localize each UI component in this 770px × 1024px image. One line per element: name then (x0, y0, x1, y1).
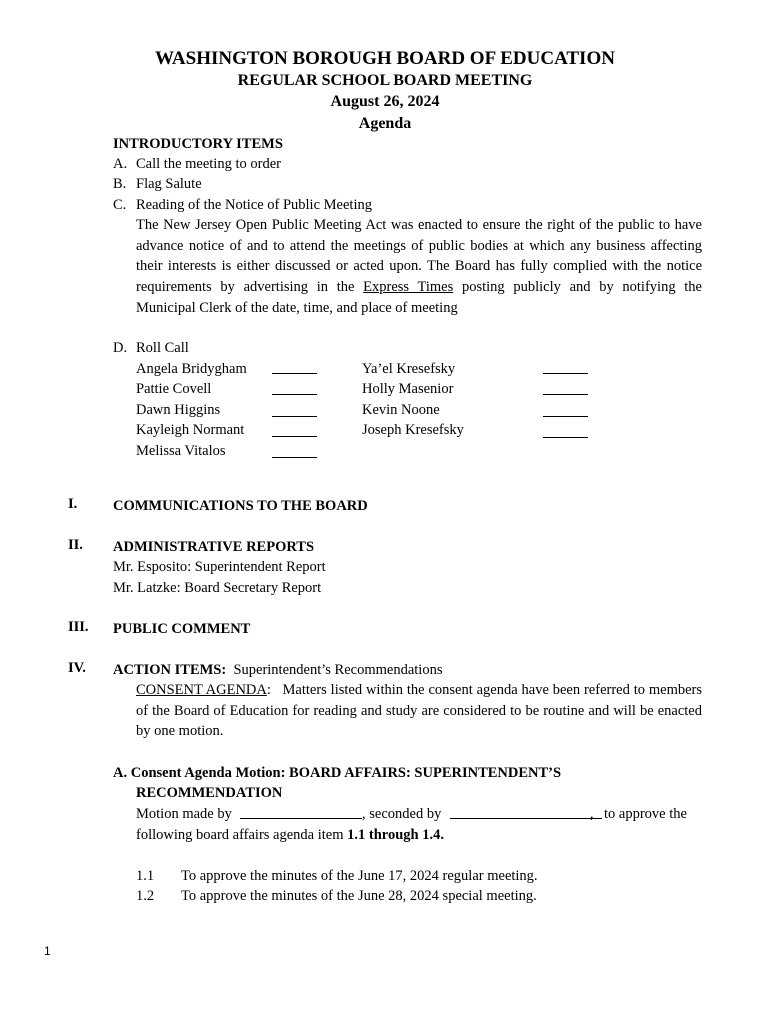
agenda-item-number: 1.2 (136, 888, 155, 904)
motion-following-text: following board affairs agenda item (136, 827, 348, 843)
agenda-label: Agenda (358, 115, 412, 132)
intro-item-c-text: Reading of the Notice of Public Meeting (136, 197, 372, 213)
section-number: II. (68, 537, 83, 553)
member-name: Kayleigh Normant (136, 422, 245, 438)
motion-heading: A. Consent Agenda Motion: BOARD AFFAIRS: SUPERINTENDENT’S (113, 765, 562, 781)
section-number: IV. (68, 660, 86, 676)
member-name: Pattie Covell (136, 381, 212, 397)
public-meeting-notice (136, 215, 702, 319)
attendance-blank[interactable] (543, 373, 588, 374)
seconded-by-label: , seconded by (362, 806, 442, 822)
agenda-item-number: 1.1 (136, 868, 155, 884)
notice-newspaper: Express Times (363, 279, 454, 296)
intro-item-b-text: Flag Salute (136, 176, 202, 192)
action-items-label: ACTION ITEMS: (113, 662, 227, 678)
section-number: III. (68, 619, 89, 635)
section-title: ADMINISTRATIVE REPORTS (113, 539, 315, 555)
section-title (113, 660, 442, 681)
report-line: Mr. Latzke: Board Secretary Report (113, 580, 322, 596)
consent-agenda-paragraph (136, 680, 702, 742)
intro-item-b-letter: B. (113, 176, 127, 192)
roll-call-label: Roll Call (136, 340, 189, 356)
attendance-blank[interactable] (272, 457, 317, 458)
document-title: WASHINGTON BOROUGH BOARD OF EDUCATION (155, 48, 615, 69)
attendance-blank[interactable] (272, 416, 317, 417)
intro-item-a-letter: A. (113, 156, 128, 172)
notice-text-end: posting publicly and by notifying the Municipal Clerk of the date, time, and place of meeting (136, 279, 702, 316)
member-name: Kevin Noone (362, 402, 440, 418)
member-name: Angela Bridygham (136, 361, 247, 377)
motion-made-by-label: Motion made by (136, 806, 232, 822)
member-name: Ya’el Kresefsky (362, 361, 456, 377)
report-line: Mr. Esposito: Superintendent Report (113, 559, 326, 575)
member-name: Holly Masenior (362, 381, 454, 397)
section-title: COMMUNICATIONS TO THE BOARD (113, 498, 368, 514)
attendance-blank[interactable] (543, 437, 588, 438)
motion-following (136, 825, 444, 846)
meeting-date: August 26, 2024 (330, 93, 440, 110)
notice-text: The New Jersey Open Public Meeting Act was enacted to ensure the right of the public to have advance notice of and to attend the meetings of public bodies at which any business affecting their interests is either discussed or acted upon. The Board has fully complied with the notice requirements by advertising in the (136, 217, 702, 296)
to-approve-text: to approve the (604, 806, 687, 822)
agenda-item-text: To approve the minutes of the June 17, 2024 regular meeting. (181, 868, 538, 884)
seconded-comma: , (590, 806, 594, 822)
action-items-subtitle: Superintendent’s Recommendations (233, 662, 443, 678)
consent-agenda-text: Matters listed within the consent agenda have been referred to members of the Board of Education for reading and study are considered to be routine and will be enacted by one motion. (136, 682, 703, 740)
intro-item-c-letter: C. (113, 197, 127, 213)
attendance-blank[interactable] (543, 416, 588, 417)
section-title: PUBLIC COMMENT (113, 621, 251, 637)
attendance-blank[interactable] (272, 373, 317, 374)
intro-heading: INTRODUCTORY ITEMS (113, 136, 283, 152)
motion-heading-cont: RECOMMENDATION (136, 785, 283, 801)
member-name: Melissa Vitalos (136, 443, 226, 459)
meeting-type: REGULAR SCHOOL BOARD MEETING (237, 72, 533, 89)
section-number: I. (68, 496, 78, 512)
page-number: 1 (44, 944, 51, 958)
agenda-item-text: To approve the minutes of the June 28, 2024 special meeting. (181, 888, 537, 904)
motion-made-by-blank[interactable] (240, 818, 362, 819)
seconded-by-blank[interactable] (450, 818, 602, 819)
consent-agenda-label: CONSENT AGENDA (136, 682, 267, 698)
roll-call-letter: D. (113, 340, 128, 356)
motion-item-range: 1.1 through 1.4. (347, 827, 444, 843)
attendance-blank[interactable] (272, 436, 317, 437)
attendance-blank[interactable] (272, 394, 317, 395)
intro-item-a-text: Call the meeting to order (136, 156, 281, 172)
consent-colon: : (266, 682, 271, 698)
attendance-blank[interactable] (543, 394, 588, 395)
member-name: Joseph Kresefsky (362, 422, 464, 438)
member-name: Dawn Higgins (136, 402, 221, 418)
